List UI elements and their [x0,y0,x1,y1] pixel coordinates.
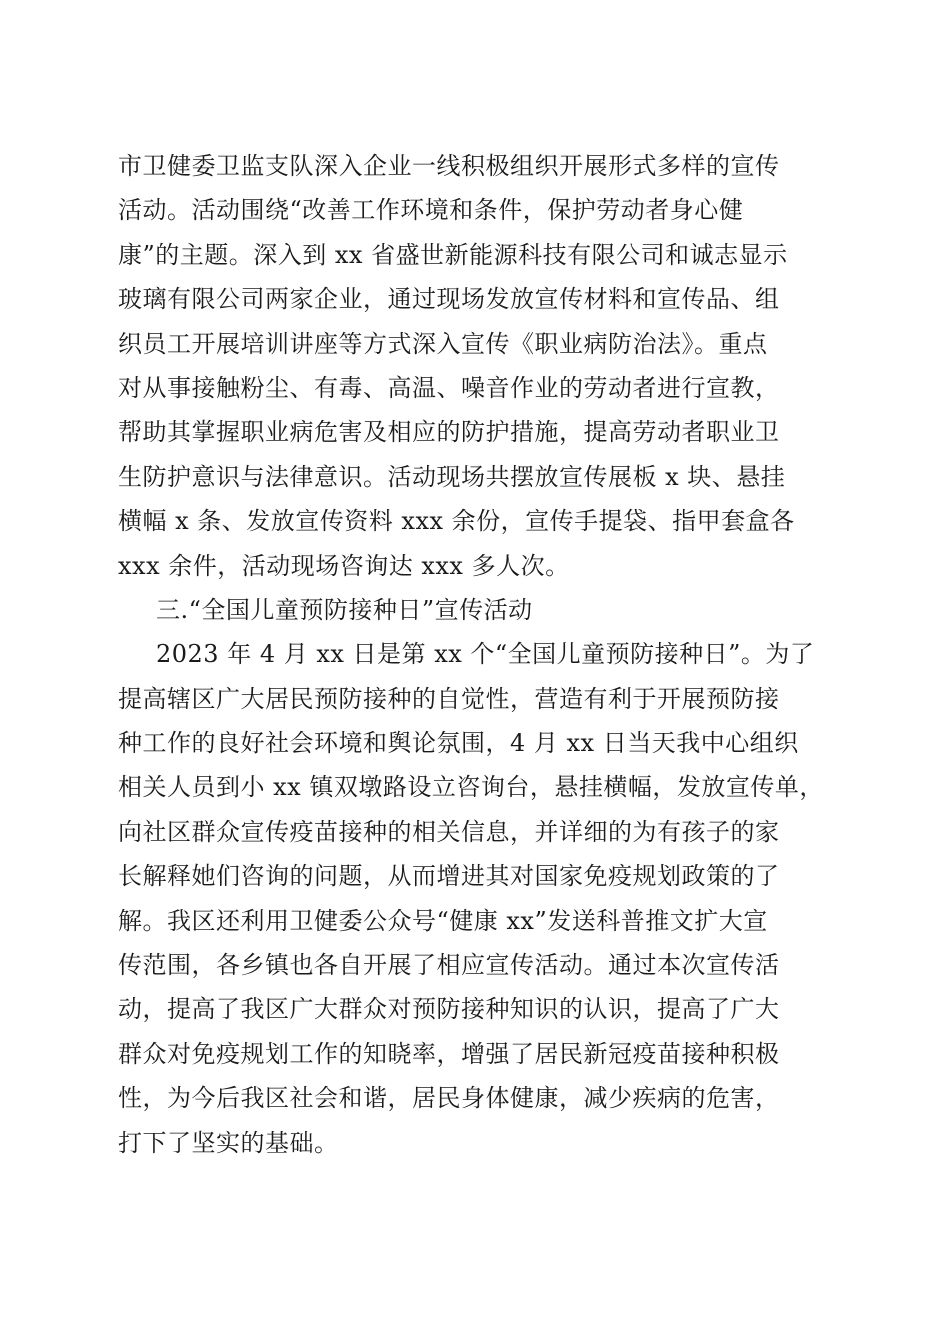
paragraph-line: 康”的主题。深入到 xx 省盛世新能源科技有限公司和诚志显示 [118,240,788,269]
paragraph-line: 种工作的良好社会环境和舆论氛围，4 月 xx 日当天我中心组织 [118,729,799,758]
paragraph-line: xxx 余件，活动现场咨询达 xxx 多人次。 [118,551,570,580]
paragraph-line: 传范围，各乡镇也各自开展了相应宣传活动。通过本次宣传活 [118,951,780,980]
paragraph-line: 横幅 x 条、发放宣传资料 xxx 余份，宣传手提袋、指甲套盒各 [118,507,795,536]
paragraph-line: 动，提高了我区广大群众对预防接种知识的认识，提高了广大 [118,995,780,1024]
paragraph-line: 市卫健委卫监支队深入企业一线积极组织开展形式多样的宣传 [118,152,780,180]
paragraph-line: 提高辖区广大居民预防接种的自觉性，营造有利于开展预防接 [118,684,780,713]
paragraph-line: 玻璃有限公司两家企业，通过现场发放宣传材料和宣传品、组 [118,285,780,314]
paragraph-line: 织员工开展培训讲座等方式深入宣传《职业病防治法》。重点 [118,329,768,358]
paragraph-line: 性，为今后我区社会和谐，居民身体健康，减少疾病的危害， [118,1084,780,1113]
paragraph-line: 活动。活动围绕“改善工作环境和条件，保护劳动者身心健 [118,196,744,225]
paragraph-line: 长解释她们咨询的问题，从而增进其对国家免疫规划政策的了 [118,862,780,891]
section-heading: 三.“全国儿童预防接种日”宣传活动 [156,595,533,624]
paragraph-line: 打下了坚实的基础。 [118,1128,339,1157]
paragraph-line: 群众对免疫规划工作的知晓率，增强了居民新冠疫苗接种积极 [118,1039,780,1068]
paragraph-line: 相关人员到小 xx 镇双墩路设立咨询台，悬挂横幅，发放宣传单， [118,773,824,802]
paragraph-line: 向社区群众宣传疫苗接种的相关信息，并详细的为有孩子的家 [118,817,780,846]
paragraph-line: 对从事接触粉尘、有毒、高温、噪音作业的劳动者进行宣教， [118,373,780,402]
paragraph-line: 2023 年 4 月 xx 日是第 xx 个“全国儿童预防接种日”。为了 [156,640,815,669]
paragraph-line: 帮助其掌握职业病危害及相应的防护措施，提高劳动者职业卫 [118,418,780,447]
paragraph-line: 解。我区还利用卫健委公众号“健康 xx”发送科普推文扩大宣 [118,906,768,935]
paragraph-line: 生防护意识与法律意识。活动现场共摆放宣传展板 x 块、悬挂 [118,462,786,491]
body-text [118,144,838,1165]
